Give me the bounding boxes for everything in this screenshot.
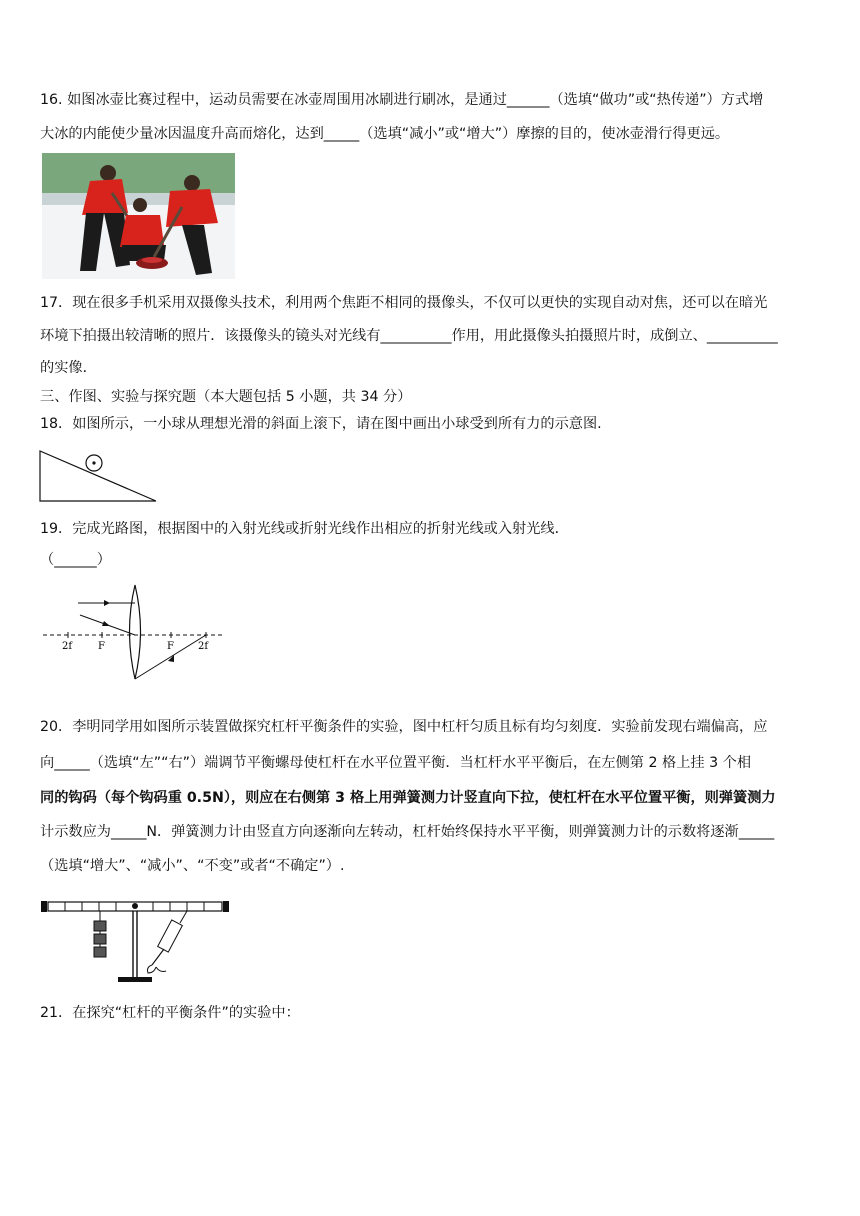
stand-base [118, 977, 152, 982]
weight-3 [94, 947, 106, 957]
q20-line5: （选填“增大”、“减小”、“不变”或者“不确定”）. [40, 858, 345, 874]
curling-photo [42, 153, 235, 279]
q17-line1: 17．现在很多手机采用双摄像头技术，利用两个焦距不相同的摄像头，不仅可以更快的实现自动对焦，还可以在暗光 [40, 295, 768, 311]
q16-line1: 16. 如图冰壶比赛过程中，运动员需要在冰壶周围用冰刷进行刷冰，是通过______（选填“做功”或“热传递”）方式增 [40, 92, 764, 108]
ball-center [92, 461, 95, 464]
spring-scale [148, 911, 188, 973]
q20-line4: 计示数应为_____N．弹簧测力计由竖直方向逐渐向左转动，杠杆始终保持水平平衡，则弹簧测力计的示数将逐渐_____ [40, 824, 775, 840]
left-balance-nut [41, 901, 47, 912]
q19-text: 19．完成光路图，根据图中的入射光线或折射光线作出相应的折射光线或入射光线． [40, 521, 569, 537]
label-right-f: F [167, 641, 174, 652]
q19-answer-blank: （______） [40, 552, 111, 568]
incline-triangle [40, 451, 156, 501]
lever-diagram [40, 893, 230, 989]
q17-line3: 的实像． [40, 360, 97, 376]
lens-diagram [40, 583, 225, 683]
q20-line2: 向_____（选填“左”“右”）端调节平衡螺母使杠杆在水平位置平衡．当杠杆水平平衡后，在左侧第 2 格上挂 3 个相 [40, 755, 752, 771]
right-balance-nut [223, 901, 229, 912]
label-left-f: F [98, 641, 105, 652]
pivot [132, 903, 138, 909]
incline-diagram [38, 448, 160, 504]
q20-line3: 同的钩码（每个钩码重 0.5N），则应在右侧第 3 格上用弹簧测力计竖直向下拉，使杠杆在水平位置平衡，则弹簧测力 [40, 790, 776, 806]
q18-text: 18．如图所示，一小球从理想光滑的斜面上滚下，请在图中画出小球受到所有力的示意图. [40, 416, 602, 432]
q17-line2: 环境下拍摄出较清晰的照片．该摄像头的镜头对光线有__________作用，用此摄像头拍摄照片时，成倒立、__________ [40, 328, 778, 344]
label-left-2f: 2f [62, 641, 73, 652]
q21-text: 21．在探究“杠杆的平衡条件”的实验中： [40, 1005, 300, 1021]
weight-2 [94, 934, 106, 944]
convex-lens [130, 585, 141, 679]
label-right-2f: 2f [198, 641, 209, 652]
weight-1 [94, 921, 106, 931]
q20-line1: 20．李明同学用如图所示装置做探究杠杆平衡条件的实验，图中杠杆匀质且标有均匀刻度．实验前发现右端偏高，应 [40, 719, 768, 735]
section-heading: 三、作图、实验与探究题（本大题包括 5 小题，共 34 分） [40, 389, 412, 405]
q16-line2: 大冰的内能使少量冰因温度升高而熔化，达到_____（选填“减小”或“增大”）摩擦的目的，使冰壶滑行得更远。 [40, 126, 730, 142]
